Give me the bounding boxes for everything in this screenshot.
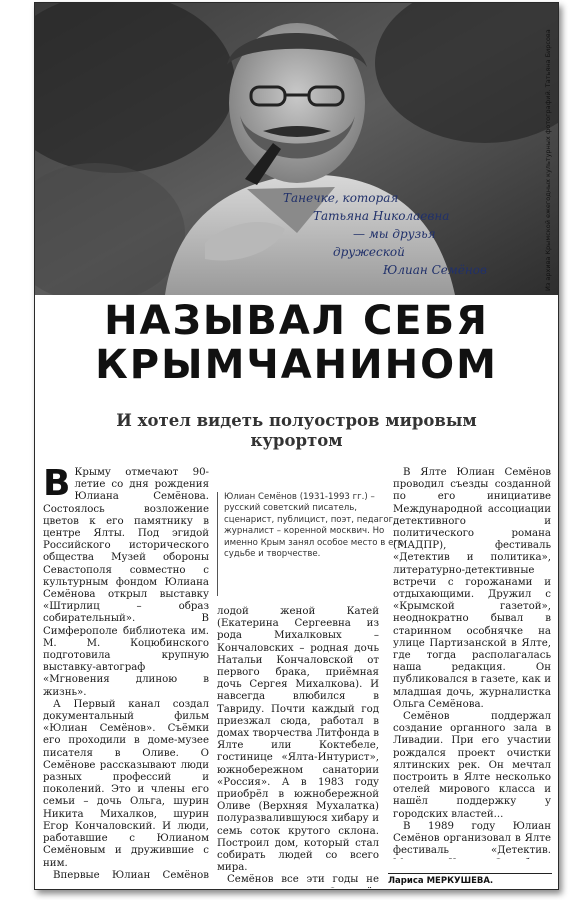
inscription-line: Юлиан Семёнов	[383, 263, 488, 277]
article-paragraph: А Первый канал создал документальный фильм «Юлиан Семёнов». Съёмки его проходили в доме-музее писателя в Оливе. О Семёнове рассказывают люди разных профессий и поколений. Это и члены его семьи – дочь Ольга, шурин Никита Михалков, шурин Егор Кончаловский. И люди, работавшие с Юлианом Семёновым и дружившие с ним.	[43, 698, 209, 869]
author-signature: Лариса МЕРКУШЕВА.	[388, 873, 552, 886]
article-paragraph: лодой женой Катей (Екатерина Сергеевна из рода Михалковых – Кончаловских – родная дочь Натальи Кончаловской от первого брака, приёмная дочь Сергея Михалкова). И навсегда влюбился в Тавриду. Почти каждый год приезжал сюда, работал в домах творчества Литфонда в Ялте или Коктебеле, гостинице «Ялта-Интурист», южнобережном санатории «Россия». А в 1983 году приобрёл в южнобережной Оливе (Верхняя Мухалатка) полуразвалившуюся хибару и семь соток крутого склона. Построил дом, который стал собирать людей со всего мира.	[217, 606, 379, 874]
headline: НАЗЫВАЛ СЕБЯ КРЫМЧАНИНОМ	[95, 298, 498, 388]
article-paragraph: Семёнов поддержал создание органного зала в Ливадии. При его участии рождался проект очистки ялтинских рек. Он мечтал построить в Ялте несколько отелей мирового класса и нашёл поддержку у городских властей...	[393, 711, 551, 820]
article-paragraph: В Крыму отмечают 90-летие со дня рождения Юлиана Семёнова. Состоялось возложение цветов к его памятнику в центре Ялты. Под эгидой Российского исторического общества Музей обороны Севастополя совместно с культурным фондом Юлиана Семёнова открыл выставку «Штирлиц – образ собирательный». В Симферополе библиотека им. М. М. Коцюбинского подготовила крупную выставку-автограф «Мгновения длиною в жизнь».	[43, 467, 209, 698]
article-paragraph: В 1989 году Юлиан Семёнов организовал в Ялте фестиваль «Детектив.	[393, 820, 551, 857]
article-paragraph: Впервые Юлиан Семёнов	[53, 869, 209, 879]
article-paragraph: Семёнов все эти годы не	[227, 874, 379, 886]
article-column-3	[393, 467, 551, 859]
inscription-line: — мы друзья	[353, 227, 436, 241]
subheadline: И хотел видеть полуостров мировым курортом	[116, 411, 477, 450]
drop-cap: В	[43, 467, 71, 504]
newspaper-page	[34, 2, 559, 890]
inscription-line: Танечке, которая	[283, 191, 399, 205]
bio-sidebar: Юлиан Семёнов (1931-1993 гг.) – русский советский писатель, сценарист, публицист, поэт, педагог, журналист – коренной москвич. Но именно Крым занял особое место в его судьбе и творчестве.	[217, 492, 404, 596]
handwritten-dedication	[273, 189, 503, 291]
portrait-photo	[35, 3, 558, 295]
inscription-line: Татьяна Николаевна	[313, 209, 450, 223]
article-column-1	[43, 467, 209, 879]
article-paragraph: В Ялте Юлиан Семёнов проводил съезды созданной по его инициативе Международной ассоциации детективного и политического романа (МАДПР), фестиваль «Детектив и политика», литературно-детективные встречи с горожанами и отдыхающими. Дружил с «Крымской газетой», неоднократно бывал в старинном особнячке на улице Партизанской в Ялте, где тогда располагалась наша редакция. Он публиковался в газете, как и младшая дочь, журналистка Ольга Семёнова.	[393, 467, 551, 710]
photo-credit: Из архива Крымской ежегодных культурных фотографий. Татьяна Бирсова	[544, 29, 552, 291]
article-column-2	[217, 606, 379, 888]
inscription-line: дружеской	[333, 245, 405, 259]
